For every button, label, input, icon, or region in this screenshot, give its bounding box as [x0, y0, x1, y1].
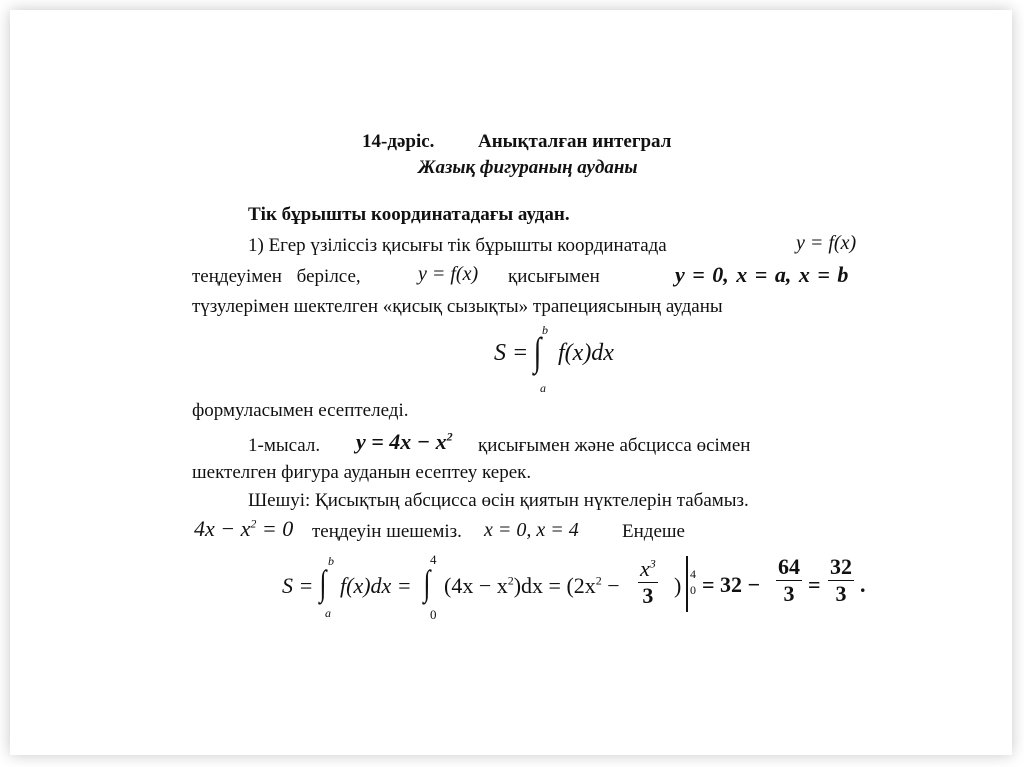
- equation-text: теңдеуін шешеміз.: [312, 521, 462, 542]
- integral-sign: ∫: [533, 329, 542, 374]
- paragraph-3-text: түзулерімен шектелген «қисық сызықты» трапециясының ауданы: [192, 296, 723, 317]
- example-equation: $y = 4x - x^2$: [356, 429, 453, 454]
- final-period: .: [860, 572, 866, 597]
- slide: [10, 10, 1012, 755]
- fraction-x3-over-3: $\frac{x^3}{3}$: [640, 556, 656, 608]
- fraction-32-over-3: $\frac{32}{3}$: [830, 554, 852, 606]
- boundary-conditions: y = 0, x = a, x = b: [675, 262, 849, 287]
- area-formula-S: S =: [494, 340, 529, 366]
- int1-upper-limit: b: [328, 554, 334, 568]
- area-formula-upper-limit: b: [542, 323, 548, 337]
- eval-lower-limit: 0: [690, 583, 696, 597]
- paragraph-4-text: формуласымен есептеледі.: [192, 400, 409, 421]
- paragraph-2-text-2: қисығымен: [508, 266, 600, 287]
- final-S: S =: [282, 573, 314, 598]
- equals-sign: =: [808, 572, 821, 597]
- example-label: 1-мысал.: [248, 435, 321, 456]
- formula-y-fx-2: y = f(x): [418, 263, 479, 285]
- section-heading: Тік бұрышты координатадағы аудан.: [248, 204, 570, 225]
- solution-text: Шешуі: Қисықтың абсцисса өсін қиятын нүктелерін табамыз.: [248, 490, 749, 511]
- fraction-64-over-3: $\frac{64}{3}$: [778, 554, 800, 606]
- paragraph-1-text: 1) Егер үзіліссіз қисығы тік бұрышты координатада: [248, 235, 667, 256]
- paren-close: ): [674, 573, 682, 598]
- integral-sign-1: ∫: [319, 563, 327, 603]
- result-start: = 32 −: [702, 572, 761, 597]
- int2-body: $(4x - x^2)dx = (2x^2$ −: [444, 573, 620, 598]
- integral-sign-2: ∫: [423, 563, 431, 603]
- example-text-2: шектелген фигура ауданын есептеу керек.: [192, 462, 532, 483]
- area-formula-lower-limit: a: [540, 381, 546, 395]
- equation-roots: x = 0, x = 4: [484, 519, 579, 541]
- int1-body: f(x)dx =: [340, 573, 412, 598]
- eval-upper-limit: 4: [690, 567, 696, 581]
- then-word: Ендеше: [622, 521, 685, 542]
- area-formula-body: f(x)dx: [558, 340, 614, 366]
- int1-lower-limit: a: [325, 606, 331, 620]
- evaluation-bar: [686, 556, 688, 612]
- lecture-subtitle: Жазық фигураның ауданы: [418, 157, 638, 178]
- equation-4x-x2: $4x - x^2 = 0$: [194, 516, 294, 541]
- int2-lower-limit: 0: [430, 607, 437, 622]
- lecture-title: Анықталған интеграл: [478, 131, 672, 152]
- lecture-number: 14-дәріс.: [362, 131, 435, 152]
- paragraph-2-text: теңдеуімен берілсе,: [192, 266, 361, 287]
- int2-upper-limit: 4: [430, 552, 437, 567]
- example-text-1: қисығымен және абсцисса өсімен: [478, 435, 751, 456]
- formula-y-fx-1: y = f(x): [796, 232, 857, 254]
